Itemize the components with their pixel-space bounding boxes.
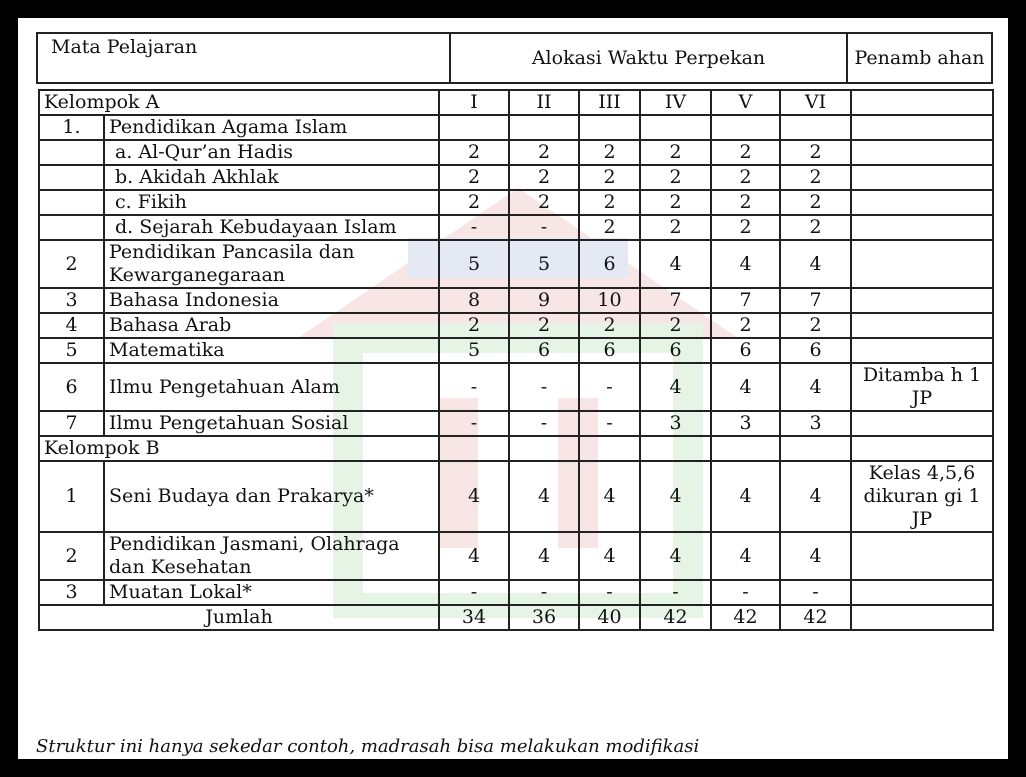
row-number: 1.: [39, 115, 104, 140]
footer-note: Struktur ini hanya sekedar contoh, madrasah bisa melakukan modifikasi: [36, 736, 700, 757]
hours-value: 4: [439, 461, 509, 532]
hours-value: 6: [509, 338, 579, 363]
hours-value: 2: [439, 313, 509, 338]
hours-value: 2: [711, 140, 780, 165]
hours-value: -: [509, 363, 579, 411]
hours-value: 2: [640, 140, 711, 165]
row-number: 1: [39, 461, 104, 532]
hours-value: 7: [780, 288, 851, 313]
hours-value: 4: [640, 240, 711, 288]
table-row: [39, 313, 993, 338]
hours-value: 2: [439, 190, 509, 215]
row-number: 2: [39, 240, 104, 288]
hours-value: 5: [439, 338, 509, 363]
hours-value: -: [509, 411, 579, 436]
table-row: [39, 580, 993, 605]
note-cell: [851, 313, 993, 338]
hours-value: [640, 115, 711, 140]
hours-value: 4: [579, 461, 640, 532]
row-number: [39, 215, 104, 240]
hours-value: -: [579, 363, 640, 411]
table-header: [36, 32, 993, 84]
hours-value: 4: [780, 461, 851, 532]
table-row: [39, 215, 993, 240]
row-number: 2: [39, 532, 104, 580]
hours-value: 2: [780, 140, 851, 165]
note-cell: [851, 240, 993, 288]
empty-cell: [640, 436, 711, 461]
subject-name: b. Akidah Akhlak: [104, 165, 439, 190]
hours-value: 2: [640, 215, 711, 240]
hours-value: -: [439, 215, 509, 240]
table-row: [39, 165, 993, 190]
allocation-table: [38, 89, 994, 631]
grade-header: IV: [640, 90, 711, 115]
note-cell: [851, 580, 993, 605]
header-alokasi-waktu: Alokasi Waktu Perpekan: [451, 34, 848, 82]
subject-name: Muatan Lokal*: [104, 580, 439, 605]
table-row: [39, 338, 993, 363]
total-row: [39, 605, 993, 630]
hours-value: 2: [640, 165, 711, 190]
table-row: [39, 363, 993, 411]
hours-value: -: [439, 411, 509, 436]
empty-cell: [439, 436, 509, 461]
hours-value: [439, 115, 509, 140]
note-cell: [851, 190, 993, 215]
hours-value: 2: [509, 165, 579, 190]
hours-value: 2: [640, 190, 711, 215]
hours-value: 3: [711, 411, 780, 436]
subject-name: Ilmu Pengetahuan Alam: [104, 363, 439, 411]
hours-value: -: [579, 411, 640, 436]
subject-name: Pendidikan Jasmani, Olahraga dan Kesehatan: [104, 532, 439, 580]
hours-value: 2: [640, 313, 711, 338]
total-value: 42: [711, 605, 780, 630]
table-row: [39, 90, 993, 115]
hours-value: 2: [439, 140, 509, 165]
subject-name: Bahasa Arab: [104, 313, 439, 338]
hours-value: 6: [640, 338, 711, 363]
subject-name: Bahasa Indonesia: [104, 288, 439, 313]
hours-value: 3: [640, 411, 711, 436]
table-row: [39, 461, 993, 532]
grade-header: III: [579, 90, 640, 115]
row-number: [39, 190, 104, 215]
row-number: 4: [39, 313, 104, 338]
total-value: 42: [640, 605, 711, 630]
total-value: 40: [579, 605, 640, 630]
hours-value: 4: [579, 532, 640, 580]
note-cell: [851, 532, 993, 580]
subject-name: Ilmu Pengetahuan Sosial: [104, 411, 439, 436]
header-mata-pelajaran: Mata Pelajaran: [38, 34, 451, 82]
row-number: 3: [39, 580, 104, 605]
note-cell: Kelas 4,5,6 dikuran gi 1 JP: [851, 461, 993, 532]
table-row: [39, 436, 993, 461]
table-row: [39, 115, 993, 140]
subject-name: d. Sejarah Kebudayaan Islam: [104, 215, 439, 240]
hours-value: 6: [711, 338, 780, 363]
hours-value: 5: [509, 240, 579, 288]
note-cell: [851, 411, 993, 436]
header-penambahan: Penamb ahan: [854, 47, 985, 69]
hours-value: 2: [579, 165, 640, 190]
note-cell: [851, 140, 993, 165]
hours-value: 2: [439, 165, 509, 190]
hours-value: 4: [439, 532, 509, 580]
hours-value: [509, 115, 579, 140]
hours-value: 2: [780, 215, 851, 240]
hours-value: 4: [711, 363, 780, 411]
note-cell: [851, 90, 993, 115]
empty-cell: [509, 436, 579, 461]
hours-value: 4: [640, 461, 711, 532]
hours-value: 7: [711, 288, 780, 313]
hours-value: 2: [711, 165, 780, 190]
subject-name: Seni Budaya dan Prakarya*: [104, 461, 439, 532]
row-number: 3: [39, 288, 104, 313]
subject-name: Matematika: [104, 338, 439, 363]
row-number: 5: [39, 338, 104, 363]
total-value: 34: [439, 605, 509, 630]
grade-header: I: [439, 90, 509, 115]
group-label-a: Kelompok A: [39, 90, 439, 115]
hours-value: [780, 115, 851, 140]
hours-value: 2: [509, 190, 579, 215]
subject-name: Pendidikan Pancasila dan Kewarganegaraan: [104, 240, 439, 288]
note-cell: [851, 115, 993, 140]
table-row: [39, 190, 993, 215]
total-label: Jumlah: [39, 605, 439, 630]
table-row: [39, 140, 993, 165]
table-row: [39, 532, 993, 580]
hours-value: 2: [711, 215, 780, 240]
subject-name: Pendidikan Agama Islam: [104, 115, 439, 140]
hours-value: 4: [711, 240, 780, 288]
hours-value: 4: [780, 363, 851, 411]
hours-value: 4: [509, 461, 579, 532]
row-number: 7: [39, 411, 104, 436]
note-cell: [851, 338, 993, 363]
hours-value: -: [780, 580, 851, 605]
total-value: 36: [509, 605, 579, 630]
hours-value: 4: [711, 532, 780, 580]
row-number: 6: [39, 363, 104, 411]
hours-value: -: [439, 580, 509, 605]
hours-value: 4: [711, 461, 780, 532]
table-row: [39, 288, 993, 313]
note-cell: [851, 605, 993, 630]
row-number: [39, 165, 104, 190]
hours-value: 2: [509, 140, 579, 165]
empty-cell: [579, 436, 640, 461]
hours-value: 2: [711, 190, 780, 215]
hours-value: 2: [579, 140, 640, 165]
grade-header: II: [509, 90, 579, 115]
table-row: [39, 240, 993, 288]
hours-value: 2: [780, 313, 851, 338]
hours-value: 4: [640, 532, 711, 580]
group-label-b: Kelompok B: [39, 436, 439, 461]
hours-value: 9: [509, 288, 579, 313]
hours-value: 6: [579, 240, 640, 288]
note-cell: Ditamba h 1 JP: [851, 363, 993, 411]
total-value: 42: [780, 605, 851, 630]
note-cell: [851, 436, 993, 461]
grade-header: V: [711, 90, 780, 115]
hours-value: 5: [439, 240, 509, 288]
hours-value: -: [711, 580, 780, 605]
hours-value: 10: [579, 288, 640, 313]
hours-value: [711, 115, 780, 140]
hours-value: 4: [780, 532, 851, 580]
note-cell: [851, 165, 993, 190]
document-frame: [18, 18, 1008, 759]
hours-value: -: [640, 580, 711, 605]
empty-cell: [780, 436, 851, 461]
table-row: [39, 411, 993, 436]
hours-value: 7: [640, 288, 711, 313]
hours-value: [579, 115, 640, 140]
hours-value: 4: [640, 363, 711, 411]
hours-value: 2: [579, 190, 640, 215]
subject-name: c. Fikih: [104, 190, 439, 215]
grade-header: VI: [780, 90, 851, 115]
hours-value: 4: [509, 532, 579, 580]
hours-value: -: [509, 215, 579, 240]
subject-name: a. Al-Qur’an Hadis: [104, 140, 439, 165]
hours-value: 8: [439, 288, 509, 313]
hours-value: -: [579, 580, 640, 605]
hours-value: 6: [780, 338, 851, 363]
hours-value: -: [509, 580, 579, 605]
note-cell: [851, 215, 993, 240]
hours-value: 2: [579, 313, 640, 338]
hours-value: 3: [780, 411, 851, 436]
hours-value: 2: [579, 215, 640, 240]
row-number: [39, 140, 104, 165]
hours-value: -: [439, 363, 509, 411]
hours-value: 2: [509, 313, 579, 338]
hours-value: 2: [780, 190, 851, 215]
hours-value: 6: [579, 338, 640, 363]
hours-value: 4: [780, 240, 851, 288]
hours-value: 2: [711, 313, 780, 338]
empty-cell: [711, 436, 780, 461]
note-cell: [851, 288, 993, 313]
hours-value: 2: [780, 165, 851, 190]
